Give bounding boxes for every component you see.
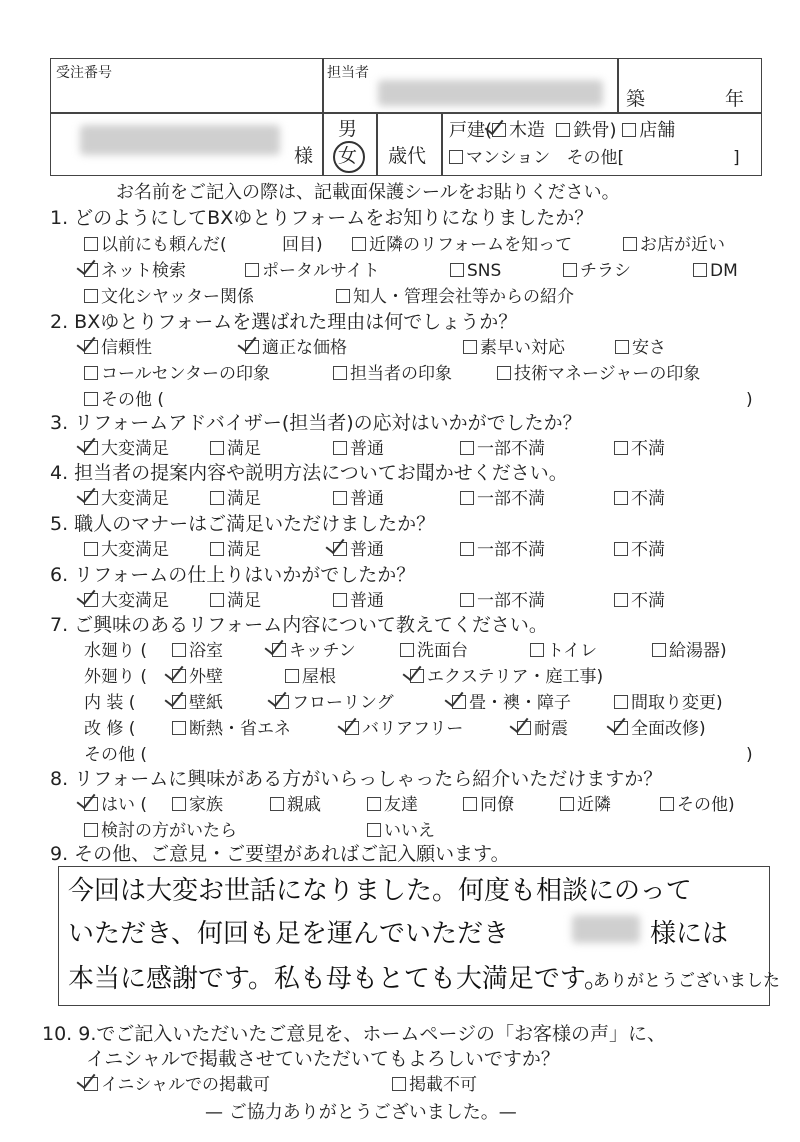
- checkbox-icon: [563, 263, 577, 277]
- q6-option: 不満: [614, 590, 665, 612]
- q3-option: 満足: [210, 438, 261, 460]
- checkbox-icon: [84, 340, 98, 354]
- checkbox-icon: [84, 289, 98, 303]
- checkbox-icon: [210, 441, 224, 455]
- checkbox-icon: [84, 491, 98, 505]
- checkbox-icon: [367, 823, 381, 837]
- checkbox-icon: [614, 721, 628, 735]
- checkbox-icon: [614, 593, 628, 607]
- checkbox-icon: [352, 237, 366, 251]
- q7-water-option: 洗面台: [400, 640, 468, 662]
- q7-inner-option: 間取り変更): [614, 692, 723, 714]
- q5-option: 大変満足: [84, 539, 169, 561]
- q7-reno-label: 改 修 (: [84, 719, 136, 739]
- q8-option: 同僚: [463, 794, 514, 816]
- gender-female: 女: [338, 145, 358, 167]
- q7-reno-option: 全面改修): [614, 718, 706, 740]
- q1-title: 1. どのようにしてBXゆとりフォームをお知りになりましたか？: [50, 207, 594, 229]
- q7-other-label: その他 (: [84, 745, 148, 765]
- honorific: 様: [294, 145, 314, 167]
- checkbox-icon: [333, 491, 347, 505]
- checkbox-icon: [84, 593, 98, 607]
- checkbox-icon: [517, 721, 531, 735]
- q3-title: 3. リフォームアドバイザー(担当者)の応対はいかがでしたか？: [50, 412, 582, 434]
- q1-option: ネット検索: [84, 260, 186, 282]
- checkbox-icon: [463, 340, 477, 354]
- q7-inner-label: 内 装 (: [84, 693, 136, 713]
- q7-water-option: 給湯器): [652, 640, 727, 662]
- comment-line-1: 今回は大変お世話になりました。何度も相談にのって: [68, 876, 692, 906]
- q1-option: ポータルサイト: [245, 260, 380, 282]
- checkbox-icon: [693, 263, 707, 277]
- checkbox-icon: [614, 441, 628, 455]
- checkbox-icon: [84, 1077, 98, 1091]
- q7-outer-option: 外壁: [172, 666, 223, 688]
- q6-option: 普通: [333, 590, 384, 612]
- gender-male: 男: [338, 118, 358, 140]
- checkbox-icon: [336, 289, 350, 303]
- comment-line-2a: いただき、何回も足を運んでいただき: [68, 919, 509, 949]
- q7-inner-option: 畳・襖・障子: [452, 692, 571, 714]
- q1-option: 知人・管理会社等からの紹介: [336, 286, 574, 308]
- q3-option: 一部不満: [460, 438, 545, 460]
- house-option: 戸建( 木造 鉄骨) 店舗: [449, 120, 676, 141]
- q2-option: 技術マネージャーの印象: [497, 363, 700, 385]
- q7-title: 7. ご興味のあるリフォーム内容について教えてください。: [50, 614, 548, 636]
- q2-title: 2. BXゆとりフォームを選ばれた理由は何でしょうか？: [50, 311, 518, 333]
- q8-option: 近隣: [560, 794, 611, 816]
- q1-option: お店が近い: [623, 234, 725, 256]
- notice-text: お名前をご記入の際は、記載面保護シールをお貼りください。: [116, 182, 620, 203]
- q2-option: 適正な価格: [245, 337, 347, 359]
- q3-option: 大変満足: [84, 438, 169, 460]
- checkbox-icon: [614, 491, 628, 505]
- mansion-option: マンション その他[: [449, 147, 624, 169]
- q4-option: 大変満足: [84, 488, 169, 510]
- q5-title: 5. 職人のマナーはご満足いただけましたか？: [50, 513, 436, 535]
- checkbox-icon: [272, 643, 286, 657]
- header-vline: [441, 112, 443, 176]
- checkbox-icon: [614, 695, 628, 709]
- checkbox-icon: [210, 542, 224, 556]
- q5-option: 一部不満: [460, 539, 545, 561]
- checkbox-icon: [460, 441, 474, 455]
- year-label: 年: [725, 88, 745, 110]
- q4-option: 普通: [333, 488, 384, 510]
- q7-reno-option: 断熱・省エネ: [172, 718, 291, 740]
- q8-option: その他): [660, 794, 735, 816]
- footer-thanks: — ご協力ありがとうございました。—: [205, 1102, 517, 1123]
- q1-option: 回目): [282, 235, 323, 255]
- checkbox-icon: [245, 263, 259, 277]
- q7-water-option: トイレ: [530, 640, 597, 662]
- q8-option: 友達: [367, 794, 418, 816]
- checkbox-icon: [84, 392, 98, 406]
- q9-title: 9. その他、ご意見・ご要望があればご記入願います。: [50, 843, 510, 865]
- built-label: 築: [626, 88, 646, 110]
- header-vline: [617, 58, 619, 112]
- checkbox-icon: [285, 669, 299, 683]
- q8-option: 家族: [172, 794, 223, 816]
- checkbox-icon: [400, 643, 414, 657]
- q7-water-option: 浴室: [172, 640, 223, 662]
- checkbox-icon: [210, 491, 224, 505]
- checkbox-icon: [460, 542, 474, 556]
- checkbox-icon: [275, 695, 289, 709]
- q7-outer-label: 外廻り (: [84, 667, 148, 687]
- q6-option: 満足: [210, 590, 261, 612]
- checkbox-icon: [614, 542, 628, 556]
- checkbox-icon: [84, 823, 98, 837]
- checkbox-icon: [410, 669, 424, 683]
- q8-option: 親戚: [270, 794, 321, 816]
- checkbox-icon: [172, 669, 186, 683]
- q4-option: 満足: [210, 488, 261, 510]
- q10-option: 掲載不可: [392, 1074, 477, 1096]
- q10-title-2: イニシャルで掲載させていただいてもよろしいですか？: [86, 1048, 560, 1070]
- checkbox-icon: [460, 491, 474, 505]
- checkbox-icon: [172, 695, 186, 709]
- q2-option: 安さ: [615, 337, 666, 359]
- age-label: 歳代: [388, 145, 427, 167]
- checkbox-icon: [84, 237, 98, 251]
- q3-option: 不満: [614, 438, 665, 460]
- checkbox-icon: [622, 123, 636, 137]
- redacted-customer-name: [80, 125, 280, 155]
- checkbox-icon: [270, 797, 284, 811]
- checkbox-icon: [556, 123, 570, 137]
- q8-title: 8. リフォームに興味がある方がいらっしゃったら紹介いただけますか？: [50, 768, 663, 790]
- checkbox-icon: [460, 593, 474, 607]
- checkbox-icon: [497, 366, 511, 380]
- q7-inner-option: 壁紙: [172, 692, 223, 714]
- checkbox-icon: [450, 263, 464, 277]
- checkbox-icon: [210, 593, 224, 607]
- q2-close: ): [746, 390, 753, 410]
- q2-option: コールセンターの印象: [84, 363, 270, 385]
- q5-option: 普通: [333, 539, 384, 561]
- q1-option: 以前にも頼んだ(: [84, 234, 227, 256]
- q10-option: イニシャルでの掲載可: [84, 1074, 270, 1096]
- checkbox-icon: [172, 721, 186, 735]
- q7-water-option: キッチン: [272, 640, 356, 662]
- checkbox-icon: [560, 797, 574, 811]
- checkbox-icon: [84, 263, 98, 277]
- checkbox-icon: [623, 237, 637, 251]
- q7-outer-option: エクステリア・庭工事): [410, 666, 603, 688]
- order-no-label: 受注番号: [56, 65, 112, 81]
- q7-reno-option: バリアフリー: [345, 718, 463, 740]
- header-divider: [50, 112, 762, 114]
- q7-other-close: ): [746, 745, 753, 765]
- checkbox-icon: [245, 340, 259, 354]
- circle-mark-icon: [333, 141, 365, 173]
- q6-option: 一部不満: [460, 590, 545, 612]
- staff-label: 担当者: [327, 65, 369, 81]
- q8-consider: 検討の方がいたら: [84, 820, 237, 842]
- q2-option: 信頼性: [84, 337, 152, 359]
- checkbox-icon: [452, 695, 466, 709]
- q1-option: SNS: [450, 260, 501, 282]
- redacted-staff-name: [572, 915, 640, 943]
- q2-option: 担当者の印象: [333, 363, 452, 385]
- q1-option: チラシ: [563, 260, 631, 282]
- checkbox-icon: [345, 721, 359, 735]
- checkbox-icon: [84, 542, 98, 556]
- q4-option: 一部不満: [460, 488, 545, 510]
- q1-option: 近隣のリフォームを知って: [352, 234, 572, 256]
- header-vline: [322, 58, 324, 176]
- q7-reno-option: 耐震: [517, 718, 568, 740]
- q8-yes: はい (: [84, 794, 147, 816]
- header-vline: [376, 112, 378, 176]
- checkbox-icon: [172, 797, 186, 811]
- checkbox-icon: [367, 797, 381, 811]
- checkbox-icon: [615, 340, 629, 354]
- checkbox-icon: [333, 441, 347, 455]
- comment-line-2b: 様には: [650, 919, 729, 949]
- q3-option: 普通: [333, 438, 384, 460]
- bracket-close: ]: [733, 148, 740, 168]
- comment-line-3b: ありがとうございました: [593, 971, 780, 991]
- comment-line-3a: 本当に感謝です。私も母もとても大満足です。: [68, 964, 610, 994]
- checkbox-icon: [463, 797, 477, 811]
- checkbox-icon: [392, 1077, 406, 1091]
- q8-no: いいえ: [367, 820, 435, 842]
- checkbox-icon: [333, 366, 347, 380]
- checkbox-icon: [492, 123, 506, 137]
- q1-option: DM: [693, 260, 738, 282]
- checkbox-icon: [660, 797, 674, 811]
- q2-option: その他 (: [84, 389, 164, 411]
- q5-option: 不満: [614, 539, 665, 561]
- checkbox-icon: [333, 593, 347, 607]
- q7-outer-option: 屋根: [285, 666, 336, 688]
- checkbox-icon: [84, 441, 98, 455]
- q4-title: 4. 担当者の提案内容や説明方法についてお聞かせください。: [50, 462, 568, 484]
- checkbox-icon: [530, 643, 544, 657]
- checkbox-icon: [652, 643, 666, 657]
- q7-water-label: 水廻り (: [84, 641, 148, 661]
- q6-option: 大変満足: [84, 590, 169, 612]
- q1-option: 文化シヤッター関係: [84, 286, 254, 308]
- checkbox-icon: [333, 542, 347, 556]
- q6-title: 6. リフォームの仕上りはいかがでしたか？: [50, 564, 416, 586]
- q2-option: 素早い対応: [463, 337, 565, 359]
- redacted-staff-name: [378, 80, 603, 106]
- q10-title: 10. 9.でご記入いただいたご意見を、ホームページの「お客様の声」に、: [42, 1023, 667, 1045]
- q5-option: 満足: [210, 539, 261, 561]
- q4-option: 不満: [614, 488, 665, 510]
- checkbox-icon: [84, 366, 98, 380]
- checkbox-icon: [84, 797, 98, 811]
- checkbox-icon: [172, 643, 186, 657]
- checkbox-icon: [449, 150, 463, 164]
- q7-inner-option: フローリング: [275, 692, 394, 714]
